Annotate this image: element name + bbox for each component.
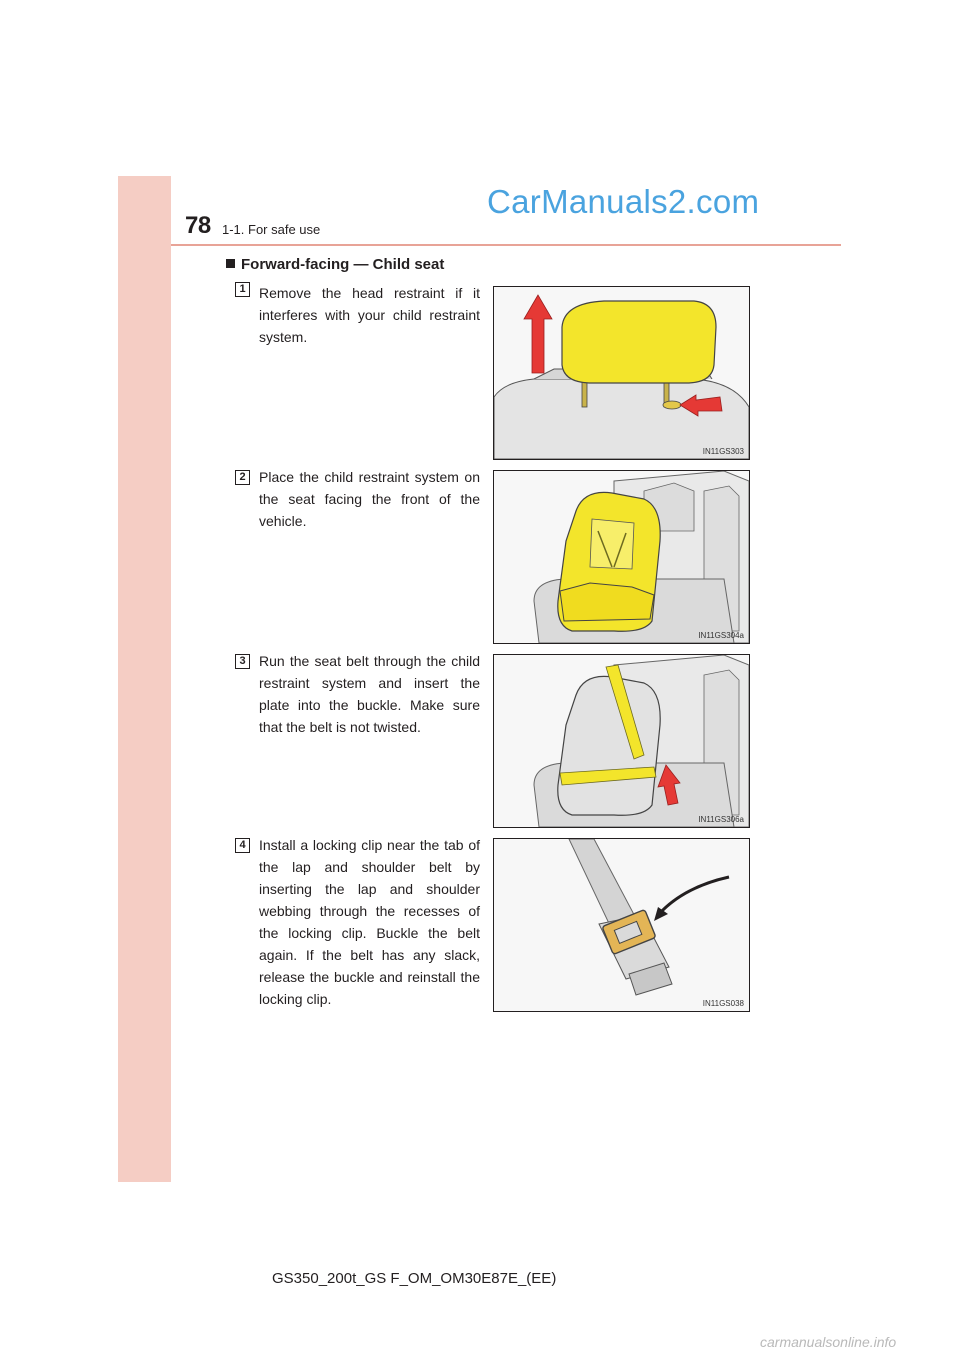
figure-code: IN11GS306a — [698, 815, 744, 824]
page-number: 78 — [185, 212, 211, 239]
step-text-2: Place the child restraint system on the seat facing the front of the vehicle. — [259, 469, 480, 529]
figure-code: IN11GS304a — [698, 631, 744, 640]
up-arrow-icon — [524, 295, 552, 373]
figure-head-restraint-removal — [493, 286, 750, 460]
figure-seat-belt-routing — [493, 654, 750, 828]
step-text-4: Install a locking clip near the tab of the lap and shoulder belt by inserting the lap and shoulder webbing through the recesses of the locking clip. Buckle the belt again. If the belt has any slack, release the buckle and reinstall the locking clip. — [259, 837, 480, 1007]
curved-arrow-icon — [659, 877, 729, 914]
step-number-1: 1 — [235, 282, 250, 297]
chapter-sidebar-tab — [118, 176, 171, 1182]
document-code-footer: GS350_200t_GS F_OM_OM30E87E_(EE) — [272, 1270, 557, 1287]
figure-code: IN11GS303 — [702, 447, 744, 456]
step-number-4: 4 — [235, 838, 250, 853]
figure-code: IN11GS038 — [702, 999, 744, 1008]
step-number-3: 3 — [235, 654, 250, 669]
bottom-watermark[interactable]: carmanualsonline.info — [760, 1334, 897, 1350]
subheading-text: Forward-facing — Child seat — [241, 256, 445, 273]
step-text-1: Remove the head restraint if it interferes with your child restraint system. — [259, 285, 480, 345]
subheading — [226, 256, 444, 273]
section-title: 1-1. For safe use — [222, 222, 321, 237]
figure-child-seat-placement — [493, 470, 750, 644]
square-bullet-icon — [226, 259, 235, 268]
watermark-logo[interactable]: CarManuals2.com — [487, 183, 760, 220]
figure-locking-clip — [493, 838, 750, 1012]
step-number-2: 2 — [235, 470, 250, 485]
step-text-3: Run the seat belt through the child restraint system and insert the plate into the buckle. Make sure that the belt is not twisted. — [259, 653, 480, 735]
header-divider — [171, 244, 841, 246]
